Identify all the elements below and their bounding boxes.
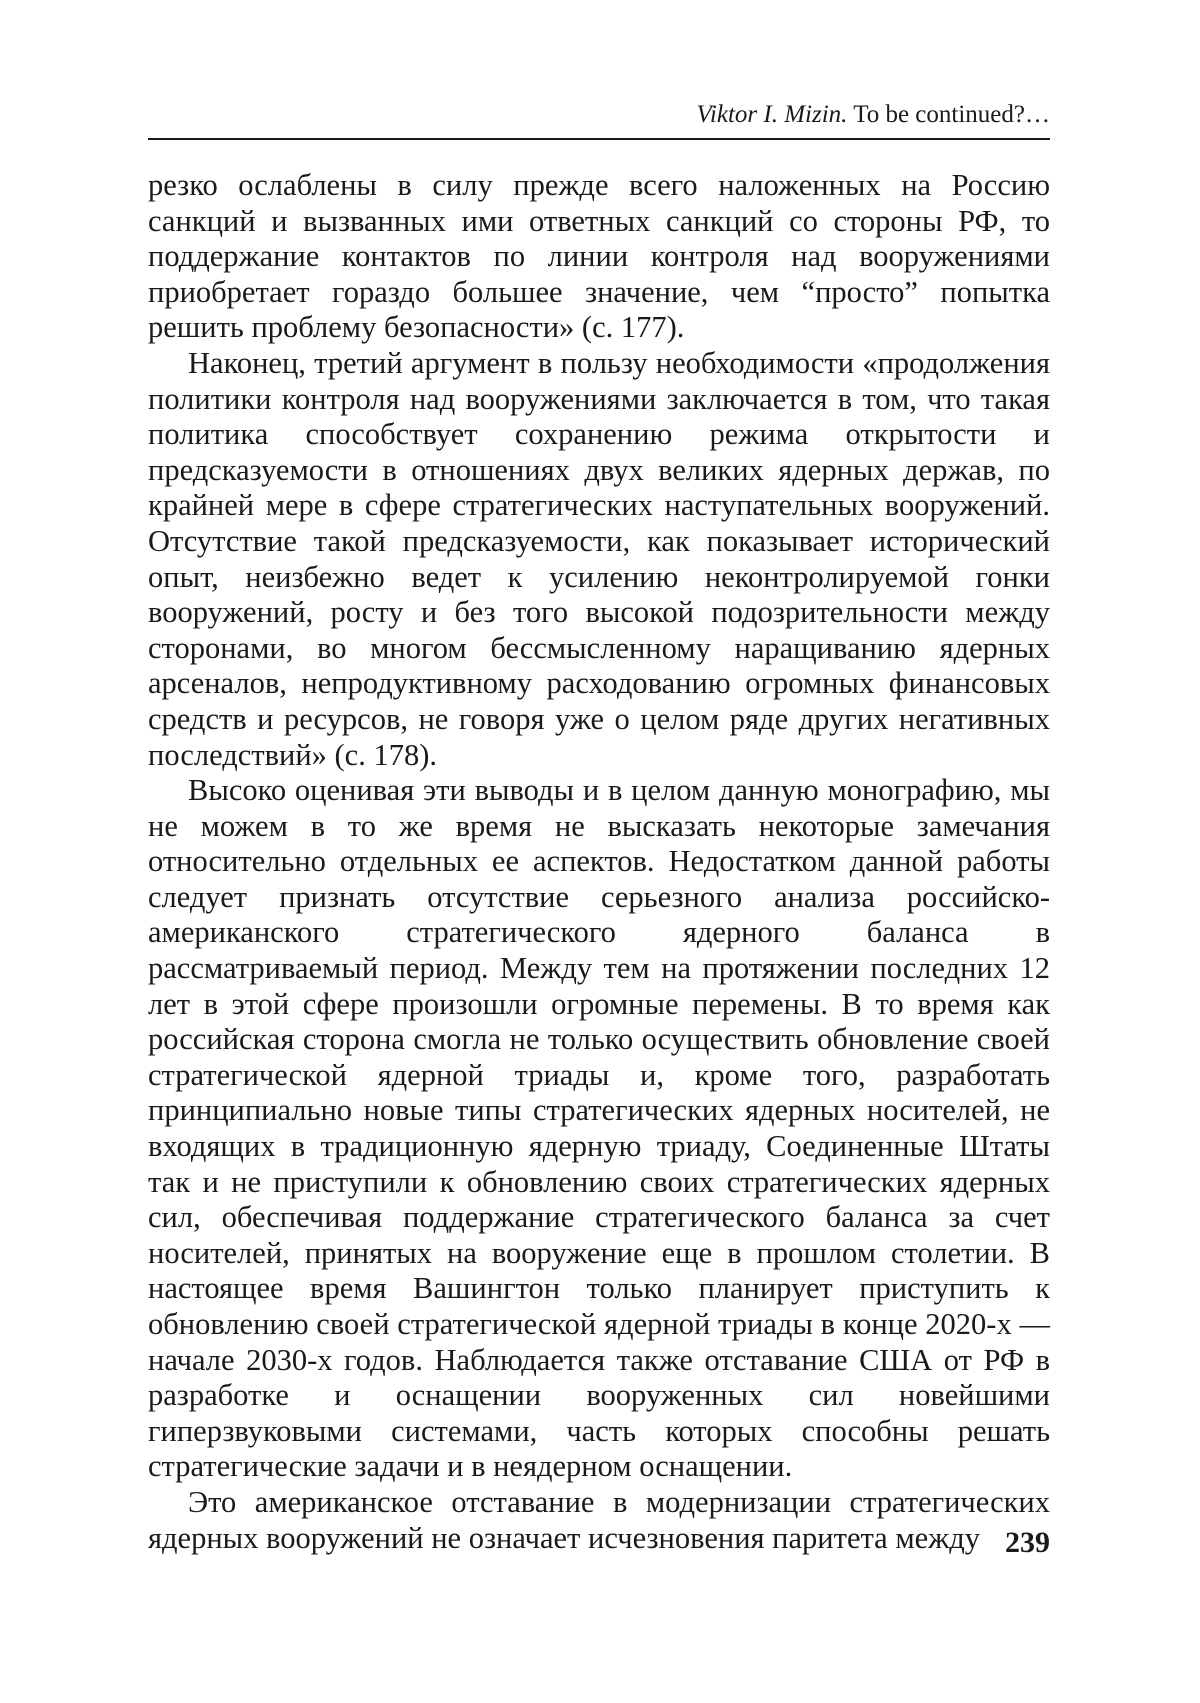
paragraph-continued: резко ослаблены в силу прежде всего наложенных на Россию санкций и вызванных ими ответных санкций со стороны РФ, то поддержание контактов по линии контроля над вооружениями приобретает гораздо большее значение, чем “просто” попытка решить проблему безопасности» (с. 177). xyxy=(148,168,1050,345)
header-author: Viktor I. Mizin. xyxy=(696,101,848,128)
running-header xyxy=(148,92,1050,140)
paragraph: Наконец, третий аргумент в пользу необходимости «продолжения политики контроля над вооружениями заключается в том, что такая политика способствует сохранению режима открытости и предсказуемости в отношениях двух великих ядерных держав, по крайней мере в сфере стратегических наступательных вооружений. Отсутствие такой предсказуемости, как показывает исторический опыт, неизбежно ведет к усилению неконтролируемой гонки вооружений, росту и без того высокой подозрительности между сторонами, во многом бессмысленному наращиванию ядерных арсеналов, непродуктивному расходованию огромных финансовых средств и ресурсов, не говоря уже о целом ряде других негативных последствий» (с. 178). xyxy=(148,345,1050,772)
page-number: 239 xyxy=(1005,1526,1050,1559)
paragraph: Высоко оценивая эти выводы и в целом данную монографию, мы не можем в то же время не высказать некоторые замечания относительно отдельных ее аспектов. Недостатком данной работы следует признать отсутствие серьезного анализа российско-американского стратегического ядерного баланса в рассматриваемый период. Между тем на протяжении последних 12 лет в этой сфере произошли огромные перемены. В то время как российская сторона смогла не только осуществить обновление своей стратегической ядерной триады и, кроме того, разработать принципиально новые типы стратегических ядерных носителей, не входящих в традиционную ядерную триаду, Соединенные Штаты так и не приступили к обновлению своих стратегических ядерных сил, обеспечивая поддержание стратегического баланса за счет носителей, принятых на вооружение еще в прошлом столетии. В настоящее время Вашингтон только планирует приступить к обновлению своей стратегической ядерной триады в конце 2020-х — начале 2030-х годов. Наблюдается также отставание США от РФ в разработке и оснащении вооруженных сил новейшими гиперзвуковыми системами, часть которых способны решать стратегические задачи и в неядерном оснащении. xyxy=(148,773,1050,1484)
page-body xyxy=(148,168,1050,1556)
paragraph: Это американское отставание в модернизации стратегических ядерных вооружений не означает исчезновения паритета между xyxy=(148,1484,1050,1555)
header-title: To be continued?… xyxy=(847,101,1050,128)
